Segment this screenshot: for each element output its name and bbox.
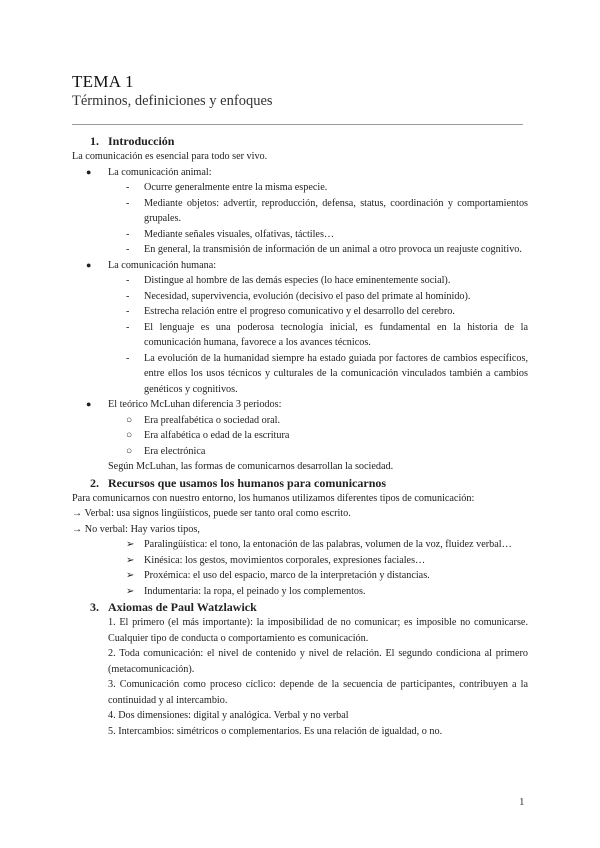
- dash-icon: -: [126, 197, 130, 209]
- dash-icon: -: [126, 352, 130, 364]
- list-item: [72, 165, 528, 181]
- paragraph: → No verbal: Hay varios tipos,: [72, 523, 200, 535]
- section-title: Recursos que usamos los humanos para comunicarnos: [108, 475, 387, 490]
- bullet-icon: ●: [86, 259, 92, 270]
- section-number: 1.: [90, 134, 99, 148]
- page-title: TEMA 1: [72, 72, 134, 91]
- dash-icon: -: [126, 290, 130, 302]
- arrowhead-icon: ➢: [126, 585, 135, 597]
- dash-icon: -: [126, 244, 130, 255]
- list-item: [72, 258, 528, 274]
- list-item: [72, 242, 528, 258]
- list-item-text: La comunicación animal:: [108, 166, 212, 178]
- list-item-text: Ocurre generalmente entre la misma especie.: [144, 182, 328, 193]
- list-item-text: Paralingüística: el tono, la entonación de las palabras, volumen de la voz, fluidez verbal…: [144, 539, 512, 550]
- bullet-icon: ●: [86, 166, 92, 177]
- list-item-text: El teórico McLuhan diferencia 3 periodos:: [108, 399, 282, 410]
- circle-icon: ○: [126, 445, 133, 457]
- section-heading-recursos: [72, 475, 528, 491]
- axiom-item: 5. Intercambios: simétricos o complementarios. Es una relación de igualdad, o no.: [108, 725, 443, 737]
- title-divider: [72, 124, 523, 125]
- list-item-text: Distingue al hombre de las demás especies (lo hace eminentemente social).: [144, 275, 451, 286]
- circle-icon: ○: [126, 414, 133, 426]
- page-subtitle: Términos, definiciones y enfoques: [72, 93, 273, 109]
- list-item: [72, 584, 528, 600]
- list-item: [72, 304, 528, 320]
- list-item: [72, 196, 528, 227]
- list-item-text: Proxémica: el uso del espacio, marco de la interpretación y distancias.: [144, 570, 430, 581]
- paragraph: Para comunicarnos con nuestro entorno, los humanos utilizamos diferentes tipos de comunicación:: [72, 492, 475, 504]
- list-item: [72, 444, 528, 460]
- section-heading-introduccion: [72, 133, 528, 149]
- list-item-text: Indumentaria: la ropa, el peinado y los complementos.: [144, 585, 366, 597]
- section-number: 2.: [90, 475, 99, 490]
- list-item: [72, 397, 528, 413]
- list-item-text: Necesidad, supervivencia, evolución (decisivo el paso del primate al homínido).: [144, 290, 471, 302]
- list-item: [72, 537, 528, 553]
- list-item-text: Era prealfabética o sociedad oral.: [144, 414, 281, 426]
- list-item: [72, 320, 528, 351]
- list-item: [72, 568, 528, 584]
- list-item-text: Era alfabética o edad de la escritura: [144, 430, 290, 441]
- section-title: Introducción: [108, 134, 175, 148]
- list-item-text: La evolución de la humanidad siempre ha estado guiada por factores de cambios específicos, entre ellos los usos técnicos y culturales de la comunicación vinculados también a cambios genéticos y cognitivos.: [144, 352, 528, 395]
- list-item-text: El lenguaje es una poderosa tecnología inicial, es fundamental en la historia de la comunicación humana, favorece a los avances técnicos.: [144, 321, 528, 348]
- section-heading-axiomas: [72, 599, 528, 615]
- list-item: [72, 553, 528, 569]
- arrowhead-icon: ➢: [126, 539, 135, 550]
- paragraph: Según McLuhan, las formas de comunicarnos desarrollan la sociedad.: [108, 461, 394, 472]
- list-item: [72, 227, 528, 243]
- list-item: [72, 351, 528, 398]
- list-item-text: Mediante objetos: advertir, reproducción, defensa, status, coordinación y comportamientos grupales.: [144, 197, 528, 224]
- list-item-text: En general, la transmisión de información de un animal a otro provoca un reajuste cognitivo.: [144, 244, 522, 255]
- arrowhead-icon: ➢: [126, 570, 135, 581]
- dash-icon: -: [126, 306, 130, 317]
- list-item: [72, 273, 528, 289]
- dash-icon: -: [126, 321, 130, 333]
- section-title: Axiomas de Paul Watzlawick: [108, 600, 257, 614]
- list-item-text: Era electrónica: [144, 445, 206, 457]
- paragraph: La comunicación es esencial para todo ser vivo.: [72, 151, 268, 162]
- dash-icon: -: [126, 228, 130, 240]
- document-body: [72, 133, 528, 739]
- arrowhead-icon: ➢: [126, 554, 135, 566]
- list-item: [72, 428, 528, 444]
- section-number: 3.: [90, 600, 99, 614]
- axiom-item: 2. Toda comunicación: el nivel de contenido y nivel de relación. El segundo condiciona al primero (metacomunicación).: [108, 648, 528, 675]
- axiom-item: 1. El primero (el más importante): la imposibilidad de no comunicar; es imposible no comunicarse. Cualquier tipo de conducta o comportamiento es comunicación.: [108, 617, 528, 644]
- paragraph: → Verbal: usa signos lingüísticos, puede ser tanto oral como escrito.: [72, 508, 351, 519]
- list-item-text: Kinésica: los gestos, movimientos corporales, expresiones faciales…: [144, 554, 426, 566]
- page-number: 1: [519, 796, 525, 808]
- list-item-text: Estrecha relación entre el progreso comunicativo y el desarrollo del cerebro.: [144, 306, 455, 317]
- axiom-item: 4. Dos dimensiones: digital y analógica. Verbal y no verbal: [108, 710, 349, 721]
- dash-icon: -: [126, 275, 130, 286]
- axiom-item: 3. Comunicación como proceso cíclico: depende de la secuencia de participantes, contribuyen a la continuidad y al intercambio.: [108, 679, 528, 706]
- list-item-text: Mediante señales visuales, olfativas, táctiles…: [144, 228, 335, 240]
- circle-icon: ○: [126, 430, 133, 441]
- dash-icon: -: [126, 182, 130, 193]
- bullet-icon: ●: [86, 399, 92, 409]
- list-item: [72, 289, 528, 305]
- list-item: [72, 180, 528, 196]
- list-item-text: La comunicación humana:: [108, 259, 217, 271]
- list-item: [72, 413, 528, 429]
